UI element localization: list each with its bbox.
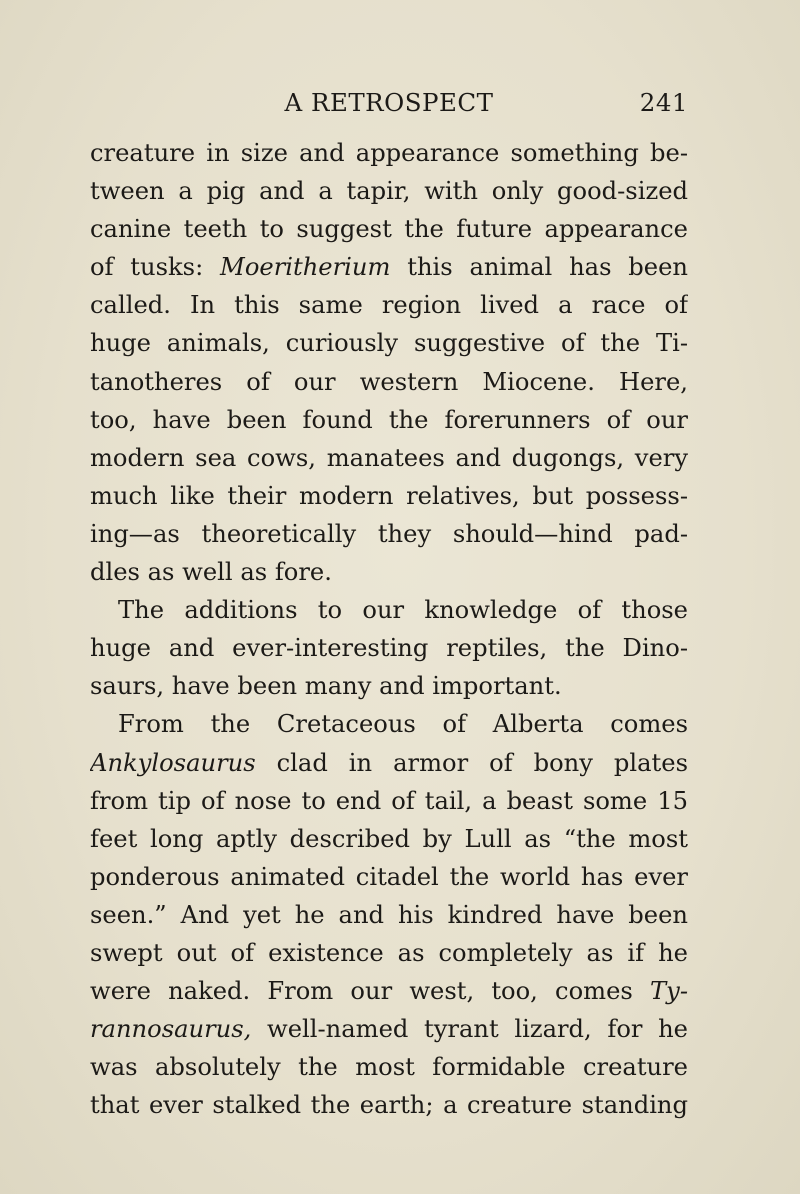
text-line <box>90 248 688 286</box>
italic-term: rannosaurus, <box>90 1015 252 1044</box>
text-line <box>90 896 688 934</box>
running-title: A RETROSPECT <box>284 88 494 117</box>
text-segment: was absolutely the most formidable creature <box>90 1053 688 1082</box>
text-segment: that ever stalked the earth; a creature standing <box>90 1091 688 1120</box>
text-segment: modern sea cows, manatees and dugongs, very <box>90 443 688 472</box>
italic-term: Ty- <box>650 977 688 1006</box>
text-line <box>90 591 688 629</box>
text-segment: ing—as theoretically they should—hind pad- <box>90 519 688 548</box>
text-line <box>90 363 688 401</box>
text-segment: much like their modern relatives, but possess- <box>90 481 688 510</box>
text-line <box>90 972 688 1010</box>
text-segment: of tusks: <box>90 253 221 282</box>
text-line <box>90 134 688 172</box>
page-number: 241 <box>639 88 688 117</box>
text-line <box>90 744 688 782</box>
text-segment: From the Cretaceous of Alberta comes <box>118 710 688 739</box>
text-segment: canine teeth to suggest the future appearance <box>90 215 688 244</box>
text-segment: creature in size and appearance something be- <box>90 139 688 167</box>
text-line <box>90 1010 688 1048</box>
text-line <box>90 210 688 248</box>
text-segment: dles as well as fore. <box>90 558 332 587</box>
body-text <box>90 134 688 1124</box>
text-line <box>90 553 688 591</box>
text-segment: ponderous animated citadel the world has ever <box>90 862 688 891</box>
text-line <box>90 401 688 439</box>
text-line <box>90 477 688 515</box>
text-line <box>90 439 688 477</box>
text-segment: huge and ever-interesting reptiles, the Dino- <box>90 634 688 663</box>
text-segment: well-named tyrant lizard, for he <box>251 1015 688 1044</box>
text-segment: this animal has been <box>390 253 688 282</box>
text-line <box>90 629 688 667</box>
text-segment: from tip of nose to end of tail, a beast some 15 <box>90 786 688 815</box>
text-line <box>90 324 688 362</box>
text-line <box>90 515 688 553</box>
text-segment: feet long aptly described by Lull as “the most <box>90 824 688 853</box>
text-line <box>90 782 688 820</box>
text-line <box>90 858 688 896</box>
text-segment: saurs, have been many and important. <box>90 672 562 701</box>
text-segment: clad in armor of bony plates <box>255 748 688 777</box>
italic-term: Ankylosaurus <box>90 748 256 777</box>
page-header <box>90 88 688 124</box>
text-line <box>90 667 688 705</box>
text-segment: tanotheres of our western Miocene. Here, <box>90 367 688 396</box>
text-line <box>90 172 688 210</box>
italic-term: Moeritherium <box>220 253 391 282</box>
text-segment: too, have been found the forerunners of our <box>90 405 688 434</box>
text-segment: were naked. From our west, too, comes <box>90 977 651 1006</box>
text-segment: huge animals, curiously suggestive of the Ti- <box>90 329 688 358</box>
text-segment: swept out of existence as completely as if he <box>90 938 688 967</box>
text-line <box>90 705 688 743</box>
text-segment: The additions to our knowledge of those <box>118 596 688 625</box>
text-line <box>90 934 688 972</box>
text-segment: seen.” And yet he and his kindred have been <box>90 900 688 929</box>
text-segment: tween a pig and a tapir, with only good-sized <box>90 177 688 206</box>
text-segment: called. In this same region lived a race of <box>90 291 688 320</box>
text-line <box>90 820 688 858</box>
text-line <box>90 1086 688 1124</box>
text-line <box>90 286 688 324</box>
text-line <box>90 1048 688 1086</box>
